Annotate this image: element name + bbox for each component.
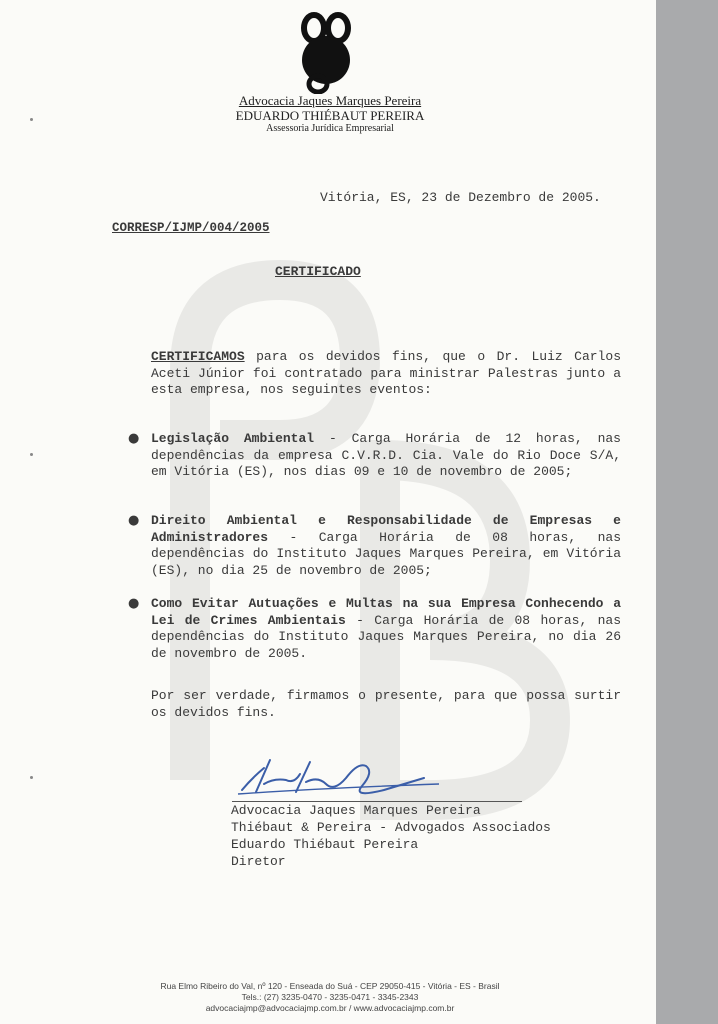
event-item: [151, 431, 621, 481]
intro-lead: CERTIFICAMOS: [151, 349, 245, 364]
document-title: CERTIFICADO: [275, 264, 361, 279]
closing-paragraph: Por ser verdade, firmamos o presente, para que possa surtir os devidos fins.: [151, 688, 621, 720]
event-item: [151, 596, 621, 662]
signer-name: Eduardo Thiébaut Pereira: [231, 837, 419, 852]
event-details: - Carga Horária de 12 horas, nas dependências da empresa C.V.R.D. Cia. Vale do Rio Doce S/A, em Vitória (ES), nos dias 09 e 10 de novembro de 2005;: [151, 431, 621, 479]
event-details: - Carga Horária de 08 horas, nas dependências do Instituto Jaques Marques Pereira, no dia 26 de novembro de 2005.: [151, 612, 621, 661]
firm-logo-icon: [296, 12, 356, 94]
firm-name: Advocacia Jaques Marques Pereira: [238, 93, 422, 108]
punch-mark: [30, 453, 33, 456]
intro-paragraph: [151, 349, 621, 399]
handwritten-signature: [234, 748, 444, 806]
footer-contact: [140, 981, 520, 1014]
intro-text: para os devidos fins, que o Dr. Luiz Carlos Aceti Júnior foi contratado para ministrar Palestras junto a esta empresa, nos seguintes eventos:: [151, 349, 621, 397]
firm-tagline: Assessoria Jurídica Empresarial: [266, 123, 394, 134]
footer-web: advocaciajmp@advocaciajmp.com.br / www.advocaciajmp.com.br: [205, 1003, 455, 1013]
letterhead: [200, 94, 460, 135]
event-item: [151, 513, 621, 579]
bullet-icon: ●: [128, 513, 140, 528]
event-name: Legislação Ambiental: [151, 431, 315, 446]
footer-phones: Tels.: (27) 3235-0470 - 3235-0471 - 3345-2343: [241, 992, 419, 1002]
event-name: Direito Ambiental e Responsabilidade de Empresas e Administradores: [151, 513, 621, 545]
signer-partnership: Thiébaut & Pereira - Advogados Associados: [231, 820, 551, 835]
bullet-icon: ●: [128, 596, 140, 611]
scan-edge: [656, 0, 718, 1024]
signer-firm: Advocacia Jaques Marques Pereira: [231, 803, 481, 818]
punch-mark: [30, 118, 33, 121]
punch-mark: [30, 776, 33, 779]
signer-block: [231, 802, 551, 870]
event-name: Como Evitar Autuações e Multas na sua Empresa Conhecendo a Lei de Crimes Ambientais: [151, 596, 621, 628]
lawyer-name: EDUARDO THIÉBAUT PEREIRA: [235, 108, 425, 123]
reference-number: CORRESP/IJMP/004/2005: [112, 221, 270, 235]
event-details: - Carga Horária de 08 horas, nas dependências do Instituto Jaques Marques Pereira, em Vitória (ES), no dia 25 de novembro de 2005;: [151, 529, 621, 578]
footer-address: Rua Elmo Ribeiro do Val, nº 120 - Enseada do Suá - CEP 29050-415 - Vitória - ES - Brasil: [160, 981, 500, 991]
signer-role: Diretor: [231, 854, 286, 869]
date-line: Vitória, ES, 23 de Dezembro de 2005.: [320, 190, 601, 205]
bullet-icon: ●: [128, 431, 140, 446]
